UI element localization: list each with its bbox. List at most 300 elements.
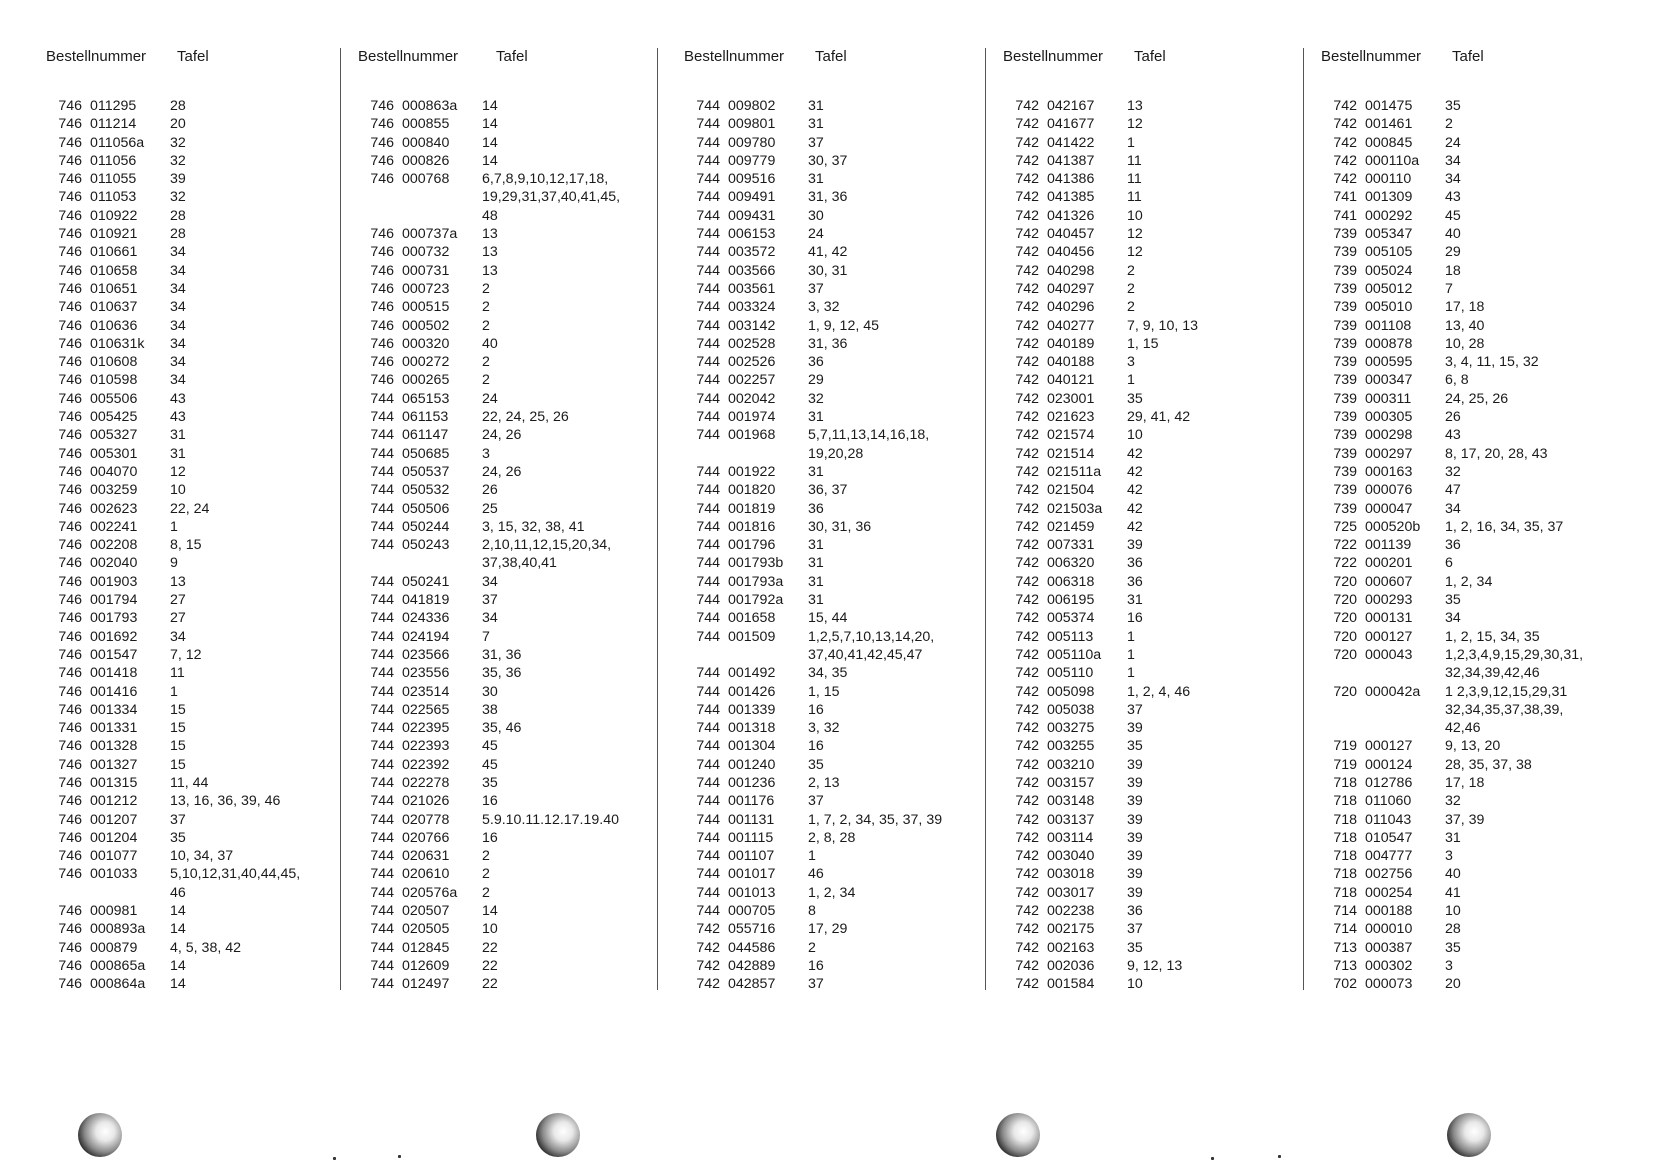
order-prefix: 744 bbox=[696, 116, 720, 133]
order-prefix: 746 bbox=[58, 592, 82, 609]
order-prefix: 739 bbox=[1333, 244, 1357, 261]
order-number: 024194 bbox=[402, 628, 450, 645]
tafel-refs: 32 bbox=[170, 152, 186, 169]
tafel-refs: 28, 35, 37, 38 bbox=[1445, 756, 1532, 773]
order-number: 000723 bbox=[402, 280, 450, 297]
table-row bbox=[358, 243, 632, 261]
table-row bbox=[358, 280, 632, 298]
order-prefix: 746 bbox=[370, 299, 394, 316]
order-number: 000515 bbox=[402, 299, 450, 316]
order-number: 000865a bbox=[90, 957, 146, 974]
tafel-refs: 39 bbox=[1127, 811, 1143, 828]
table-row bbox=[1321, 939, 1595, 957]
tafel-refs: 34 bbox=[1445, 610, 1461, 627]
tafel-refs: 3 bbox=[1445, 848, 1453, 865]
order-number: 011295 bbox=[90, 98, 137, 114]
order-number: 001334 bbox=[90, 701, 138, 718]
table-row bbox=[46, 628, 320, 646]
table-row bbox=[358, 188, 632, 206]
tafel-refs: 1, 2, 34 bbox=[808, 884, 856, 901]
tafel-refs: 34 bbox=[170, 262, 186, 279]
tafel-refs: 14 bbox=[170, 921, 186, 938]
order-prefix: 742 bbox=[1015, 573, 1039, 590]
tafel-refs: 15 bbox=[170, 738, 186, 755]
order-number: 003561 bbox=[728, 280, 776, 297]
order-prefix: 744 bbox=[370, 903, 394, 920]
table-row bbox=[684, 774, 958, 792]
tafel-refs: 2 bbox=[1445, 116, 1453, 133]
column-header bbox=[1003, 48, 1277, 66]
scan-speck bbox=[398, 1155, 401, 1158]
order-number: 001339 bbox=[728, 701, 776, 718]
tafel-refs: 16 bbox=[808, 957, 824, 974]
order-prefix: 744 bbox=[696, 152, 720, 169]
tafel-refs: 31 bbox=[808, 573, 824, 590]
order-number: 050537 bbox=[402, 463, 450, 480]
table-row bbox=[1321, 573, 1595, 591]
order-prefix: 739 bbox=[1333, 335, 1357, 352]
order-number: 000731 bbox=[402, 262, 450, 279]
order-prefix: 746 bbox=[58, 921, 82, 938]
order-number: 001416 bbox=[90, 683, 138, 700]
order-number: 042889 bbox=[728, 957, 776, 974]
order-prefix: 744 bbox=[696, 335, 720, 352]
order-number bbox=[1357, 719, 1445, 737]
order-number: 040298 bbox=[1047, 262, 1095, 279]
table-row bbox=[1003, 243, 1277, 261]
order-number: 061147 bbox=[402, 427, 449, 444]
table-row bbox=[1003, 939, 1277, 957]
order-prefix: 744 bbox=[696, 774, 720, 791]
order-number: 002257 bbox=[728, 372, 776, 389]
table-row bbox=[1321, 829, 1595, 847]
table-row bbox=[684, 573, 958, 591]
order-number bbox=[1357, 664, 1445, 682]
order-number: 002175 bbox=[1047, 921, 1095, 938]
tafel-refs: 47 bbox=[1445, 482, 1461, 499]
order-prefix: 744 bbox=[696, 701, 720, 718]
tafel-refs: 31 bbox=[808, 116, 824, 133]
table-row bbox=[1003, 920, 1277, 938]
order-number: 005113 bbox=[1047, 628, 1094, 645]
table-row bbox=[684, 939, 958, 957]
tafel-refs: 31, 36 bbox=[808, 335, 848, 352]
order-prefix: 746 bbox=[58, 939, 82, 956]
tafel-refs: 31 bbox=[808, 98, 824, 114]
row-list bbox=[358, 97, 632, 994]
order-number: 005301 bbox=[90, 445, 138, 462]
column-header bbox=[358, 48, 632, 66]
order-prefix: 744 bbox=[370, 665, 394, 682]
order-number: 012786 bbox=[1365, 774, 1413, 791]
order-number: 020766 bbox=[402, 829, 450, 846]
tafel-refs: 8 bbox=[808, 903, 816, 920]
order-prefix: 741 bbox=[1333, 207, 1357, 224]
order-number: 010636 bbox=[90, 317, 138, 334]
table-row bbox=[46, 591, 320, 609]
tafel-refs: 22, 24 bbox=[170, 500, 210, 517]
order-prefix: 742 bbox=[1015, 280, 1039, 297]
tafel-refs: 30, 31, 36 bbox=[808, 518, 872, 535]
order-number: 041387 bbox=[1047, 152, 1095, 169]
tafel-refs: 11 bbox=[170, 665, 185, 682]
order-prefix: 739 bbox=[1333, 226, 1357, 243]
order-prefix: 746 bbox=[58, 848, 82, 865]
table-row bbox=[358, 811, 632, 829]
tafel-refs: 31 bbox=[808, 555, 824, 572]
table-row bbox=[684, 225, 958, 243]
order-number: 005038 bbox=[1047, 701, 1095, 718]
order-prefix: 744 bbox=[696, 537, 720, 554]
order-prefix: 713 bbox=[1333, 939, 1357, 956]
table-row bbox=[1003, 756, 1277, 774]
order-prefix: 744 bbox=[370, 482, 394, 499]
table-row bbox=[46, 957, 320, 975]
table-row bbox=[684, 756, 958, 774]
order-number: 001033 bbox=[90, 866, 138, 883]
order-number: 010631k bbox=[90, 335, 145, 352]
tafel-refs: 31 bbox=[808, 409, 824, 426]
tafel-refs: 20 bbox=[170, 116, 186, 133]
order-prefix: 746 bbox=[58, 116, 82, 133]
order-number: 040277 bbox=[1047, 317, 1095, 334]
table-row bbox=[684, 298, 958, 316]
order-prefix: 742 bbox=[1015, 482, 1039, 499]
order-prefix bbox=[46, 884, 82, 902]
tafel-refs: 13 bbox=[1127, 98, 1143, 114]
tafel-refs: 1, 15 bbox=[1127, 335, 1159, 352]
order-prefix: 746 bbox=[58, 262, 82, 279]
tafel-refs: 16 bbox=[482, 829, 498, 846]
table-row bbox=[358, 683, 632, 701]
table-row bbox=[1321, 774, 1595, 792]
order-prefix: 744 bbox=[696, 573, 720, 590]
order-number: 000073 bbox=[1365, 976, 1413, 993]
order-prefix: 744 bbox=[696, 811, 720, 828]
table-row bbox=[1003, 371, 1277, 389]
tafel-refs: 2 bbox=[482, 299, 490, 316]
order-number: 006318 bbox=[1047, 573, 1095, 590]
tafel-refs: 39 bbox=[1127, 866, 1143, 883]
order-number: 041819 bbox=[402, 592, 450, 609]
tafel-refs: 10 bbox=[482, 921, 498, 938]
table-row bbox=[46, 884, 320, 902]
table-row bbox=[1321, 390, 1595, 408]
table-row bbox=[358, 353, 632, 371]
table-row bbox=[46, 170, 320, 188]
table-row bbox=[1003, 298, 1277, 316]
order-prefix: 744 bbox=[696, 409, 720, 426]
order-number: 000272 bbox=[402, 354, 450, 371]
order-prefix: 744 bbox=[696, 299, 720, 316]
order-prefix: 744 bbox=[696, 372, 720, 389]
order-prefix: 744 bbox=[696, 500, 720, 517]
order-prefix: 746 bbox=[58, 244, 82, 261]
tafel-refs: 35 bbox=[1445, 939, 1461, 956]
order-prefix: 746 bbox=[58, 976, 82, 993]
table-row bbox=[1003, 683, 1277, 701]
order-number: 000298 bbox=[1365, 427, 1413, 444]
table-row bbox=[1003, 188, 1277, 206]
table-row bbox=[1003, 152, 1277, 170]
order-prefix: 744 bbox=[370, 390, 394, 407]
table-row bbox=[46, 426, 320, 444]
order-prefix: 742 bbox=[1015, 756, 1039, 773]
order-number: 003259 bbox=[90, 482, 138, 499]
order-prefix: 744 bbox=[696, 866, 720, 883]
tafel-refs: 31 bbox=[808, 171, 824, 188]
table-row bbox=[1321, 408, 1595, 426]
table-row bbox=[1003, 353, 1277, 371]
tafel-refs: 32 bbox=[170, 134, 186, 151]
row-list bbox=[46, 97, 320, 994]
table-row bbox=[46, 115, 320, 133]
order-prefix: 742 bbox=[1015, 774, 1039, 791]
table-row bbox=[684, 207, 958, 225]
order-number: 002623 bbox=[90, 500, 138, 517]
order-prefix: 741 bbox=[1333, 189, 1357, 206]
tafel-refs: 36 bbox=[1127, 573, 1143, 590]
table-row bbox=[1003, 445, 1277, 463]
order-number: 000768 bbox=[402, 171, 450, 188]
table-row bbox=[358, 829, 632, 847]
order-number: 000347 bbox=[1365, 372, 1413, 389]
order-prefix: 744 bbox=[696, 463, 720, 480]
tafel-refs: 5,7,11,13,14,16,18, bbox=[808, 427, 930, 444]
tafel-refs: 32,34,35,37,38,39, bbox=[1445, 701, 1564, 718]
order-number: 001584 bbox=[1047, 976, 1095, 993]
table-row bbox=[358, 792, 632, 810]
order-number: 000265 bbox=[402, 372, 450, 389]
table-row bbox=[46, 353, 320, 371]
order-prefix: 744 bbox=[370, 884, 394, 901]
tafel-refs: 1,2,5,7,10,13,14,20, bbox=[808, 628, 935, 645]
order-prefix: 718 bbox=[1333, 829, 1357, 846]
order-number: 055716 bbox=[728, 921, 776, 938]
tafel-refs: 24, 25, 26 bbox=[1445, 390, 1509, 407]
order-prefix: 744 bbox=[696, 207, 720, 224]
order-number: 003017 bbox=[1047, 884, 1095, 901]
tafel-refs: 3, 4, 11, 15, 32 bbox=[1445, 354, 1539, 371]
table-row bbox=[684, 280, 958, 298]
order-number: 005012 bbox=[1365, 280, 1413, 297]
order-number: 040296 bbox=[1047, 299, 1095, 316]
table-row bbox=[358, 957, 632, 975]
order-prefix bbox=[358, 188, 394, 206]
order-prefix: 742 bbox=[1333, 152, 1357, 169]
table-row bbox=[684, 811, 958, 829]
order-number: 001212 bbox=[90, 793, 138, 810]
tafel-refs: 14 bbox=[482, 134, 498, 151]
header-tafel: Tafel bbox=[177, 48, 209, 65]
order-number: 002528 bbox=[728, 335, 776, 352]
order-number: 020631 bbox=[402, 848, 450, 865]
table-row bbox=[358, 920, 632, 938]
order-prefix: 742 bbox=[1015, 98, 1039, 114]
table-row bbox=[1003, 865, 1277, 883]
tafel-refs: 31 bbox=[1445, 829, 1461, 846]
table-row bbox=[46, 445, 320, 463]
tafel-refs: 3 bbox=[1127, 354, 1135, 371]
order-number: 000981 bbox=[90, 903, 138, 920]
table-row bbox=[684, 335, 958, 353]
tafel-refs: 15 bbox=[170, 756, 186, 773]
order-number: 010922 bbox=[90, 207, 138, 224]
order-prefix: 742 bbox=[1015, 537, 1039, 554]
order-prefix: 742 bbox=[1015, 463, 1039, 480]
order-prefix: 742 bbox=[1015, 427, 1039, 444]
order-number: 021504 bbox=[1047, 482, 1095, 499]
tafel-refs: 10 bbox=[1127, 427, 1143, 444]
order-number: 024336 bbox=[402, 610, 450, 627]
order-prefix: 742 bbox=[1015, 903, 1039, 920]
table-row bbox=[684, 188, 958, 206]
table-row bbox=[1321, 317, 1595, 335]
order-number: 001903 bbox=[90, 573, 138, 590]
table-row bbox=[1321, 554, 1595, 572]
table-row bbox=[1321, 902, 1595, 920]
table-row bbox=[684, 317, 958, 335]
order-prefix: 739 bbox=[1333, 317, 1357, 334]
order-number: 001328 bbox=[90, 738, 138, 755]
tafel-refs: 1 bbox=[1127, 665, 1135, 682]
tafel-refs: 42 bbox=[1127, 463, 1143, 480]
order-prefix: 742 bbox=[1015, 171, 1039, 188]
order-number: 001475 bbox=[1365, 98, 1413, 114]
table-row bbox=[46, 865, 320, 883]
order-number: 000131 bbox=[1365, 610, 1413, 627]
column-header bbox=[46, 48, 320, 66]
order-prefix: 746 bbox=[58, 555, 82, 572]
tafel-refs: 27 bbox=[170, 610, 186, 627]
table-row bbox=[46, 280, 320, 298]
table-row bbox=[1321, 920, 1595, 938]
tafel-refs: 1, 2, 4, 46 bbox=[1127, 683, 1191, 700]
order-prefix: 742 bbox=[1015, 884, 1039, 901]
table-row bbox=[46, 481, 320, 499]
tafel-refs: 35 bbox=[808, 756, 824, 773]
order-prefix: 742 bbox=[1015, 665, 1039, 682]
order-prefix: 744 bbox=[696, 226, 720, 243]
order-prefix: 719 bbox=[1333, 738, 1357, 755]
order-number: 020576a bbox=[402, 884, 458, 901]
tafel-refs: 1 bbox=[170, 518, 178, 535]
tafel-refs: 32 bbox=[1445, 793, 1461, 810]
tafel-refs: 28 bbox=[1445, 921, 1461, 938]
order-prefix: 746 bbox=[370, 335, 394, 352]
tafel-refs: 7 bbox=[482, 628, 490, 645]
order-prefix: 746 bbox=[58, 390, 82, 407]
tafel-refs: 15 bbox=[170, 701, 186, 718]
order-number: 012497 bbox=[402, 976, 450, 993]
order-number: 021459 bbox=[1047, 518, 1095, 535]
tafel-refs: 13, 40 bbox=[1445, 317, 1485, 334]
order-number: 005506 bbox=[90, 390, 138, 407]
table-row bbox=[1321, 225, 1595, 243]
order-number bbox=[720, 445, 808, 463]
tafel-refs: 35 bbox=[1127, 390, 1143, 407]
tafel-refs: 1, 2, 34 bbox=[1445, 573, 1493, 590]
order-number: 000076 bbox=[1365, 482, 1413, 499]
table-row bbox=[684, 920, 958, 938]
order-number: 003018 bbox=[1047, 866, 1095, 883]
table-row bbox=[1321, 262, 1595, 280]
order-prefix: 722 bbox=[1333, 555, 1357, 572]
order-prefix: 746 bbox=[58, 134, 82, 151]
tafel-refs: 2 bbox=[482, 884, 490, 901]
table-row bbox=[1003, 591, 1277, 609]
order-number: 001968 bbox=[728, 427, 776, 444]
tafel-refs: 15, 44 bbox=[808, 610, 848, 627]
order-prefix: 742 bbox=[1015, 372, 1039, 389]
order-prefix: 744 bbox=[370, 976, 394, 993]
tafel-refs: 46 bbox=[170, 884, 186, 901]
order-prefix: 718 bbox=[1333, 811, 1357, 828]
order-prefix: 742 bbox=[1015, 646, 1039, 663]
order-number: 011053 bbox=[90, 189, 137, 206]
tafel-refs: 31 bbox=[808, 463, 824, 480]
order-prefix: 746 bbox=[58, 903, 82, 920]
table-row bbox=[684, 390, 958, 408]
tafel-refs: 34 bbox=[170, 244, 186, 261]
order-prefix: 744 bbox=[370, 500, 394, 517]
table-row bbox=[46, 335, 320, 353]
order-number: 011056 bbox=[90, 152, 137, 169]
tafel-refs: 9, 12, 13 bbox=[1127, 957, 1183, 974]
table-row bbox=[358, 664, 632, 682]
order-prefix: 742 bbox=[1333, 134, 1357, 151]
order-number: 040189 bbox=[1047, 335, 1095, 352]
table-row bbox=[684, 134, 958, 152]
order-number: 000127 bbox=[1365, 738, 1413, 755]
order-prefix: 746 bbox=[58, 866, 82, 883]
order-number: 006195 bbox=[1047, 592, 1095, 609]
table-row bbox=[46, 811, 320, 829]
order-number: 000254 bbox=[1365, 884, 1413, 901]
order-number: 000502 bbox=[402, 317, 450, 334]
tafel-refs: 14 bbox=[482, 116, 498, 133]
order-number: 001176 bbox=[728, 793, 775, 810]
order-number: 020505 bbox=[402, 921, 450, 938]
tafel-refs: 34 bbox=[482, 573, 498, 590]
tafel-refs: 36 bbox=[808, 500, 824, 517]
table-row bbox=[358, 975, 632, 993]
order-number: 001315 bbox=[90, 774, 138, 791]
row-list bbox=[1003, 97, 1277, 994]
order-prefix: 744 bbox=[370, 756, 394, 773]
tafel-refs: 45 bbox=[482, 756, 498, 773]
table-row bbox=[358, 865, 632, 883]
order-number: 000840 bbox=[402, 134, 450, 151]
order-prefix: 742 bbox=[1015, 189, 1039, 206]
order-prefix bbox=[1321, 719, 1357, 737]
table-row bbox=[358, 646, 632, 664]
order-number: 041677 bbox=[1047, 116, 1095, 133]
tafel-refs: 38 bbox=[482, 701, 498, 718]
table-row bbox=[358, 317, 632, 335]
tafel-refs: 2 bbox=[482, 354, 490, 371]
tafel-refs: 24, 26 bbox=[482, 427, 522, 444]
tafel-refs: 1 bbox=[1127, 372, 1135, 389]
order-prefix: 739 bbox=[1333, 463, 1357, 480]
order-prefix: 742 bbox=[696, 921, 720, 938]
table-row bbox=[684, 445, 958, 463]
order-prefix: 718 bbox=[1333, 884, 1357, 901]
order-number: 041386 bbox=[1047, 171, 1095, 188]
order-number bbox=[720, 646, 808, 664]
order-number: 000732 bbox=[402, 244, 450, 261]
order-prefix: 718 bbox=[1333, 848, 1357, 865]
